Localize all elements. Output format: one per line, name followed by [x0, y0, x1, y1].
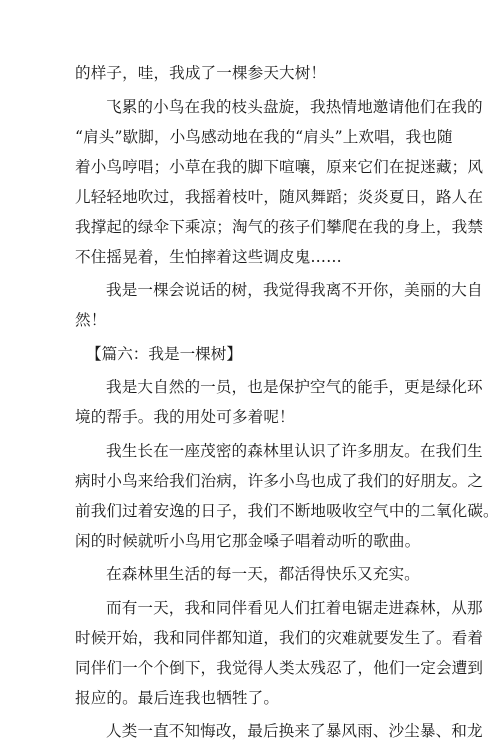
paragraph-line: 飞累的小鸟在我的枝头盘旋，我热情地邀请他们在我的	[106, 97, 483, 116]
paragraph-line: 着小鸟哼唱；小草在我的脚下喧嚷，原来它们在捉迷藏；风	[75, 157, 484, 176]
paragraph-line: “肩头”歇脚，小鸟感动地在我的“肩头”上欢唱，我也随	[75, 127, 453, 146]
paragraph-line: 病时小鸟来给我们治病，许多小鸟也成了我们的好朋友。之	[75, 471, 484, 490]
paragraph-line: 我是大自然的一员，也是保护空气的能手，更是绿化环	[106, 378, 483, 396]
paragraph-line: 同伴们一个个倒下，我觉得人类太残忍了，他们一定会遭到	[75, 658, 484, 677]
paragraph-line: 境的帮手。我的用处可多着呢！	[75, 408, 295, 426]
paragraph	[75, 436, 499, 556]
paragraph-line: 闲的时候就听小鸟用它那金嗓子唱着动听的歌曲。	[75, 531, 421, 550]
paragraph	[75, 593, 484, 713]
paragraph-line: 的样子，哇，我成了一棵参天大树！	[75, 64, 327, 82]
paragraph	[75, 58, 427, 88]
paragraph-line: 时候开始，我和同伴都知道，我们的灾难就要发生了。看着	[75, 628, 484, 647]
paragraph-line: 然！	[75, 311, 107, 329]
heading-text: 【篇六：我是一棵树】	[86, 344, 242, 363]
paragraph-line: 我是一棵会说话的树，我觉得我离不开你，美丽的大自	[106, 281, 483, 299]
paragraph-line: 不住摇晃着，生怕摔着这些调皮鬼……	[75, 247, 342, 266]
section-heading	[75, 339, 427, 369]
paragraph-line: 而有一天，我和同伴看见人们扛着电锯走进森林，从那	[106, 598, 483, 617]
paragraph-line: 报应的。最后连我也牺牲了。	[75, 688, 280, 707]
paragraph	[75, 275, 483, 335]
paragraph-line: 我撑起的绿伞下乘凉；淘气的孩子们攀爬在我的身上，我禁	[75, 217, 484, 236]
paragraph-line: 儿轻轻地吹过，我摇着枝叶，随风舞蹈；炎炎夏日，路人在	[75, 187, 484, 206]
document-page	[75, 58, 499, 750]
paragraph-line: 前我们过着安逸的日子，我们不断地吸收空气中的二氧化碳。	[75, 501, 499, 520]
paragraph-line: 在森林里生活的每一天，都活得快乐又充实。	[106, 565, 420, 583]
paragraph	[75, 92, 484, 272]
paragraph	[75, 716, 483, 746]
paragraph	[75, 372, 483, 432]
paragraph-line: 人类一直不知悔改，最后换来了暴风雨、沙尘暴、和龙	[106, 722, 483, 740]
paragraph	[75, 559, 427, 589]
paragraph-line: 我生长在一座茂密的森林里认识了许多朋友。在我们生	[106, 441, 483, 460]
